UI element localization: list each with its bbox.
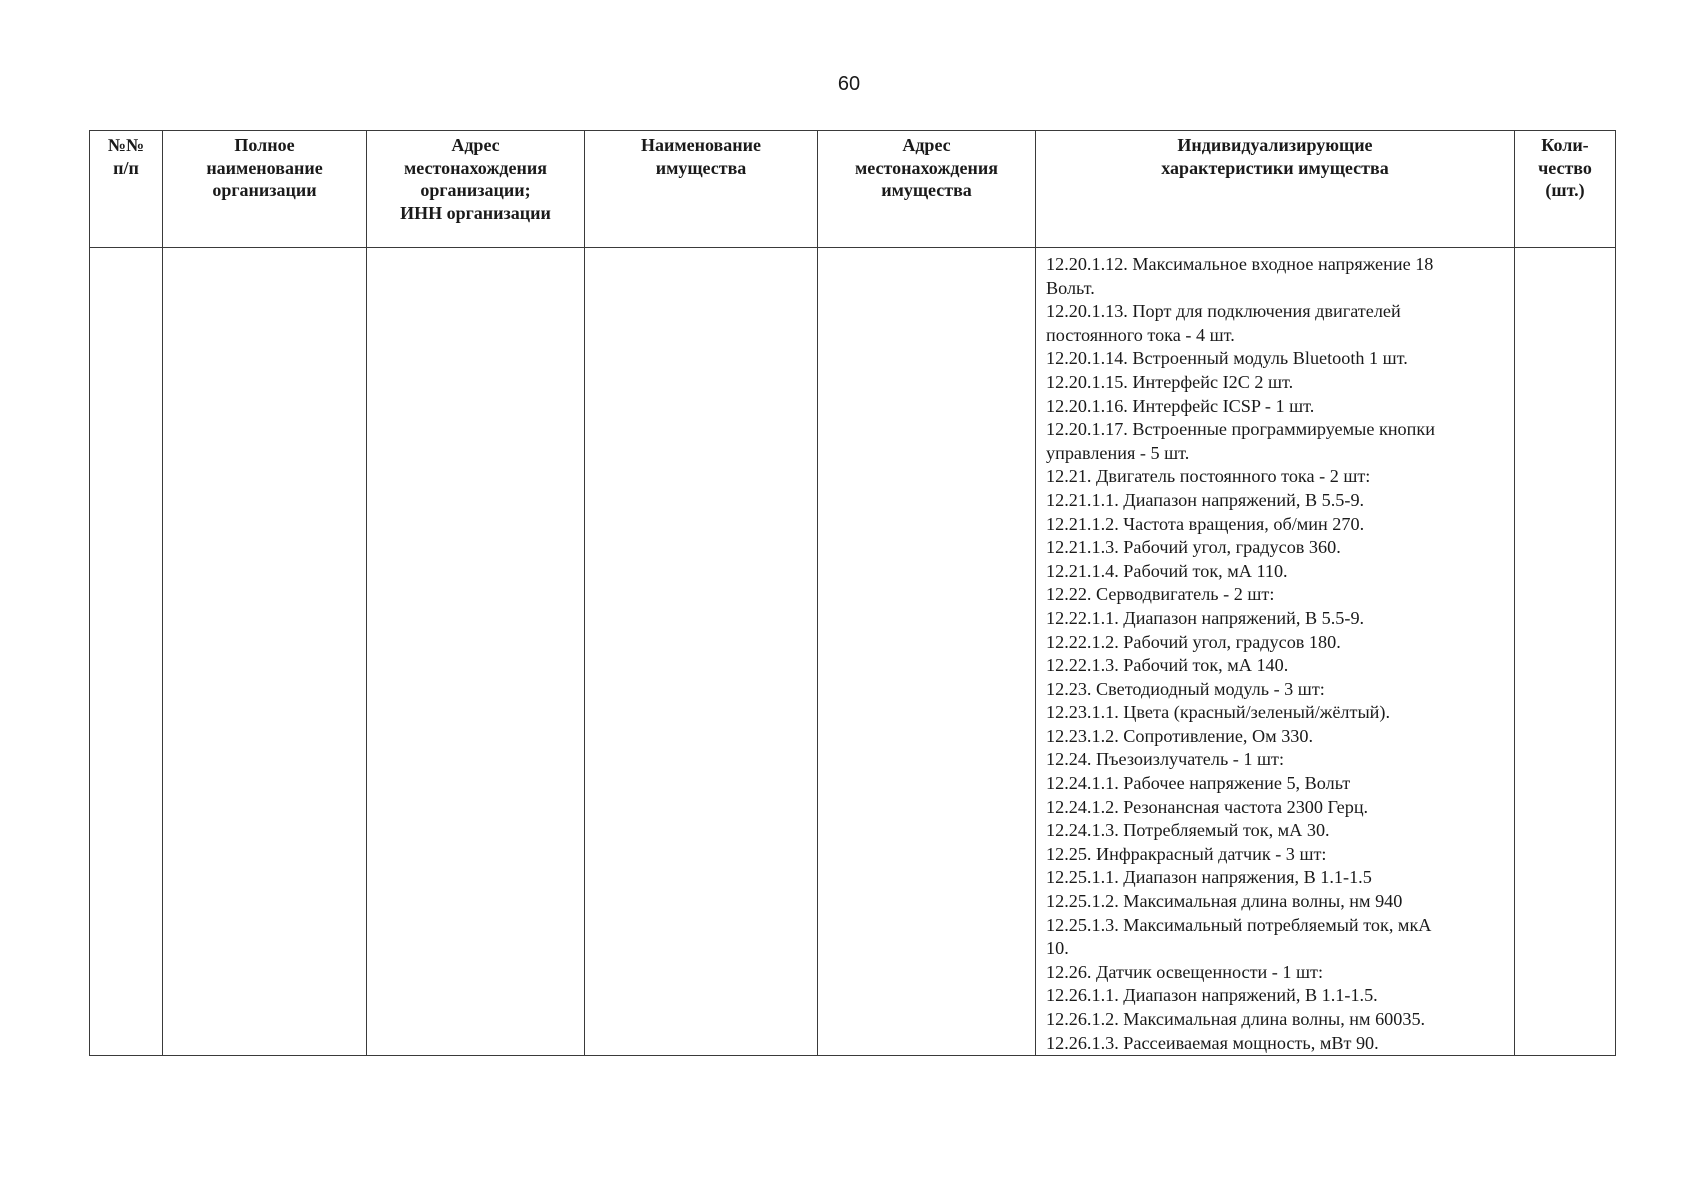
characteristic-line: постоянного тока - 4 шт. xyxy=(1046,324,1235,345)
characteristic-line: 12.21.1.2. Частота вращения, об/мин 270. xyxy=(1046,513,1365,534)
header-organization-address: Адрес местонахождения организации; ИНН организации xyxy=(367,131,585,248)
characteristic-line: 12.25.1.1. Диапазон напряжения, В 1.1-1.5 xyxy=(1046,867,1372,888)
characteristic-line: 12.22.1.3. Рабочий ток, мА 140. xyxy=(1046,655,1289,676)
cell-quantity xyxy=(1515,248,1616,1056)
characteristic-line: управления - 5 шт. xyxy=(1046,442,1190,463)
characteristic-line: Вольт. xyxy=(1046,277,1095,298)
characteristic-line: 10. xyxy=(1046,938,1069,959)
characteristic-line: 12.23. Светодиодный модуль - 3 шт: xyxy=(1046,678,1325,699)
characteristic-line: 12.22. Серводвигатель - 2 шт: xyxy=(1046,584,1275,605)
characteristic-line: 12.26.1.1. Диапазон напряжений, В 1.1-1.5. xyxy=(1046,985,1378,1006)
characteristic-line: 12.26. Датчик освещенности - 1 шт: xyxy=(1046,961,1324,982)
cell-property-address xyxy=(818,248,1036,1056)
characteristic-line: 12.25.1.3. Максимальный потребляемый ток, мкА xyxy=(1046,914,1432,935)
characteristic-line: 12.24. Пъезоизлучатель - 1 шт: xyxy=(1046,749,1285,770)
characteristic-line: 12.20.1.17. Встроенные программируемые кнопки xyxy=(1046,419,1435,440)
characteristic-line: 12.20.1.12. Максимальное входное напряжение 18 xyxy=(1046,254,1434,274)
cell-organization-name xyxy=(163,248,367,1056)
characteristic-line: 12.23.1.2. Сопротивление, Ом 330. xyxy=(1046,725,1314,746)
characteristic-line: 12.21.1.1. Диапазон напряжений, В 5.5-9. xyxy=(1046,489,1365,510)
characteristic-line: 12.20.1.14. Встроенный модуль Bluetooth 1 шт. xyxy=(1046,348,1408,369)
header-characteristics: Индивидуализирующие характеристики имущества xyxy=(1036,131,1515,248)
characteristic-line: 12.21.1.3. Рабочий угол, градусов 360. xyxy=(1046,537,1341,558)
cell-organization-address xyxy=(367,248,585,1056)
characteristic-line: 12.25. Инфракрасный датчик - 3 шт: xyxy=(1046,843,1327,864)
characteristic-line: 12.26.1.2. Максимальная длина волны, нм 60035. xyxy=(1046,1009,1426,1029)
characteristic-line: 12.24.1.1. Рабочее напряжение 5, Вольт xyxy=(1046,773,1351,794)
characteristic-line: 12.25.1.2. Максимальная длина волны, нм 940 xyxy=(1046,891,1403,912)
cell-characteristics xyxy=(1036,248,1515,1056)
characteristic-line: 12.23.1.1. Цвета (красный/зеленый/жёлтый). xyxy=(1046,702,1391,723)
characteristic-line: 12.20.1.15. Интерфейс I2C 2 шт. xyxy=(1046,371,1294,392)
characteristic-line: 12.21. Двигатель постоянного тока - 2 шт: xyxy=(1046,466,1371,487)
characteristic-line: 12.24.1.3. Потребляемый ток, мА 30. xyxy=(1046,820,1330,841)
characteristic-line: 12.22.1.2. Рабочий угол, градусов 180. xyxy=(1046,631,1341,652)
header-property-address: Адрес местонахождения имущества xyxy=(818,131,1036,248)
cell-number xyxy=(90,248,163,1056)
header-property-name: Наименование имущества xyxy=(585,131,818,248)
table-header-row xyxy=(90,131,1616,248)
characteristic-line: 12.20.1.13. Порт для подключения двигателей xyxy=(1046,301,1401,322)
characteristic-line: 12.24.1.2. Резонансная частота 2300 Герц. xyxy=(1046,796,1369,817)
characteristic-line: 12.26.1.3. Рассеиваемая мощность, мВт 90. xyxy=(1046,1032,1379,1053)
cell-property-name xyxy=(585,248,818,1056)
header-organization-name: Полное наименование организации xyxy=(163,131,367,248)
property-table xyxy=(89,130,1616,1056)
table-row xyxy=(90,248,1616,1056)
characteristic-line: 12.20.1.16. Интерфейс ICSP - 1 шт. xyxy=(1046,395,1315,416)
characteristic-line: 12.21.1.4. Рабочий ток, мА 110. xyxy=(1046,560,1288,581)
page-number: 60 xyxy=(837,73,861,95)
characteristic-line: 12.22.1.1. Диапазон напряжений, В 5.5-9. xyxy=(1046,607,1365,628)
header-number: №№ п/п xyxy=(90,131,163,248)
header-quantity: Коли- чество (шт.) xyxy=(1515,131,1616,248)
